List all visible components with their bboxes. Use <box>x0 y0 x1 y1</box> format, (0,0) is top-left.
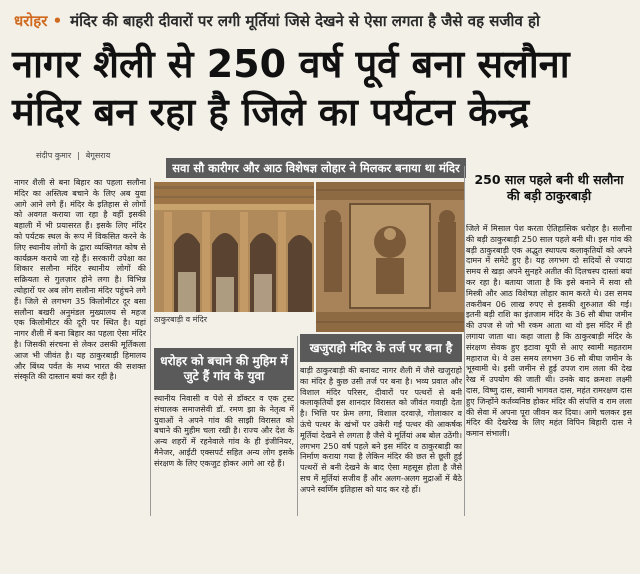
article-column-left: नागर शैली से बना बिहार का पहला सलौना मंदिर का अस्तित्व बचाने के लिए अब युवा आगे आने लगे हैं। मंदिर के इतिहास से लोगों को अवगत कराया जा रहा है वहीं इसकी बहाली में भी प्रयासरत हैं। इसके लिए मंदिर को पर्यटक स्थल के रूप में विकसित करने के लिए स्थानीय लोगों के द्वारा व्यक्तिगत कोष से कार्यक्रम कराये जा रहे हैं। सरकारी उपेक्षा का शिकार सलौना मंदिर स्थानीय लोगों की सक्रियता से गुलज़ार होने लगा है। विभिन्न त्योहारों पर अब लोग सलौना मंदिर पहुंचने लगे हैं। जिले से लगभग 35 किलोमीटर दूर बसा सलौना बखरी अनुमंडल मुख्यालय से महज एक किलोमीटर की दूरी पर स्थित है। यहां नागर शैली में बना बिहार का पहला ऐसा मंदिर है। जिसकी संरचना से लेकर उसकी मूर्तिकला आज भी जीवंत है। यह ठाकुरबाड़ी हिमालय और बिंध्य पर्वत के मध्य भारत की सशक्त संस्कृति की दास्तान बयां कर रही है। <box>14 178 146 382</box>
article-column-center: बाड़ी ठाकुरबाड़ी की बनावट नागर शैली में जैसे खजुराहो का मंदिर है कुछ उसी तर्ज पर बना है। भव्य प्रवात और विशाल मंदिर परिसर, दीवारों पर पत्थरों से बनी कलाकृतियों इस शानदार विरासत को जीवंत गवाही देता है। भित्ति पर फ्रेम लगा, विशाल दरवाज़े, गोलाकार व ऊंचे पत्थर के खंभों पर उकेरी गई पत्थर की आकर्षक मूर्तियां देखने से लगता है जैसे ये मूर्तियां अब बोल उठेंगी। लगभग 250 वर्ष पहले बने इस मंदिर व ठाकुरबाड़ी का निर्माण कराया गया है लेकिन मंदिर की छत से छूती हुई पत्थरों से बनी देखने के बाद ऐसा महसूस होता है जैसे सच में मूर्तियां सजीव हैं और अलग-अलग मुद्राओं में बैठे अपने स्वर्णिम इतिहास को याद कर रहे हों। <box>300 366 462 494</box>
column-divider <box>464 166 465 516</box>
kicker-line <box>14 8 634 34</box>
temple-arches-photo <box>154 182 314 312</box>
byline-location: बेगूसराय <box>85 151 111 160</box>
subhead-banner: सवा सौ कारीगर और आठ विशेषज्ञ लोहार ने मिलकर बनाया था मंदिर <box>166 158 466 178</box>
column-divider <box>297 336 298 516</box>
kicker-text: मंदिर की बाहरी दीवारों पर लगी मूर्तियां जिसे देखने से ऐसा लगता है जैसे वह सजीव हो <box>70 12 540 30</box>
article-column-middle: स्थानीय निवासी व पेशे से डॉक्टर व एक ट्रस्ट संचालक समाजसेवी डॉ. रमण झा के नेतृत्व में युवाओं ने अपने गांव की साझी विरासत को बचाने की मुहीम चला रखी है। राज्य और देश के अन्य शहरों में रहनेवाले गांव के ही इंजीनियर, मैनेजर, आईटी एक्सपर्ट सहित अन्य लोग इसके संरक्षण के लिए एकजुट होकर आगे आ रहे हैं। <box>154 394 294 468</box>
article-column-right: जिले में मिसाल पेश करता ऐतिहासिक धरोहर है। सलौना की बड़ी ठाकुरबाड़ी 250 साल पहले बनी थी। इस गांव की बड़ी ठाकुरबाड़ी एक अद्भुत स्थापत्य कलाकृतियों को अपने दामन में समेटे हुए है। यह लगभग दो सदियों से ज्यादा समय से खड़ा अपने सुनहरे अतीत की दिलचस्प दास्तां बयां कर रहा है। बताया जाता है कि इसे बनाने में सवा सौ मिस्त्री और आठ विशेषज्ञ लोहार काम करते थे। उस समय तकरीबन 06 लाख रुपए से इसकी शुरुआत की गई। इतनी बड़ी राशि का इंतजाम मंदिर के 36 सौ बीघा जमीन की उपज से जो भी रकम आता था वो इस मंदिर में ही लगाया जाता था। कहा जाता है कि ठाकुरबाड़ी मंदिर के संरक्षण सेवक हुए इटावा यूपी से आए स्वामी महतराम महाराज थे। वे उस समय लगभग 36 सौ बीघा जमीन के भूस्वामी थे। इसी जमीन से हुई उपज राम लला की देख रेख में उपयोग की जाती थी। उनके बाद क्रमशः लक्ष्मी दास, विष्णु दास, स्वामी भागवत दास, महंत रामरक्षण दास हुए जिन्होंने कर्तव्यनिष्ठ होकर मंदिर की संपत्ति व राम लला की सेवा में अपना पूरा जीवन कर दिया। आगे चलकर इस मंदिर की देखरेख के लिए महंत विपिन बिहारी दास ने कमान संभाली। <box>466 224 632 439</box>
byline-separator: | <box>77 151 80 160</box>
kicker-tag: धरोहर • <box>14 12 63 30</box>
headline-line-2: मंदिर बन रहा है जिले का पर्यटन केन्द्र <box>12 90 530 134</box>
byline <box>36 150 110 161</box>
section-heading-youth: धरोहर को बचाने की मुहिम में जुटे हैं गांव के युवा <box>154 348 294 390</box>
headline <box>12 40 632 136</box>
byline-author: संदीप कुमार <box>36 151 72 160</box>
headline-line-1: नागर शैली से 250 वर्ष पूर्व बना सलौना <box>12 42 570 86</box>
right-column-title: 250 साल पहले बनी थी सलौना की बड़ी ठाकुरबाड़ी <box>474 172 624 203</box>
photo-caption: ठाकुरबाड़ी व मंदिर <box>154 315 208 324</box>
carved-sculpture-photo <box>316 182 464 332</box>
column-divider <box>150 178 151 516</box>
section-heading-khajuraho: खजुराहो मंदिर के तर्ज पर बना है <box>300 334 462 362</box>
